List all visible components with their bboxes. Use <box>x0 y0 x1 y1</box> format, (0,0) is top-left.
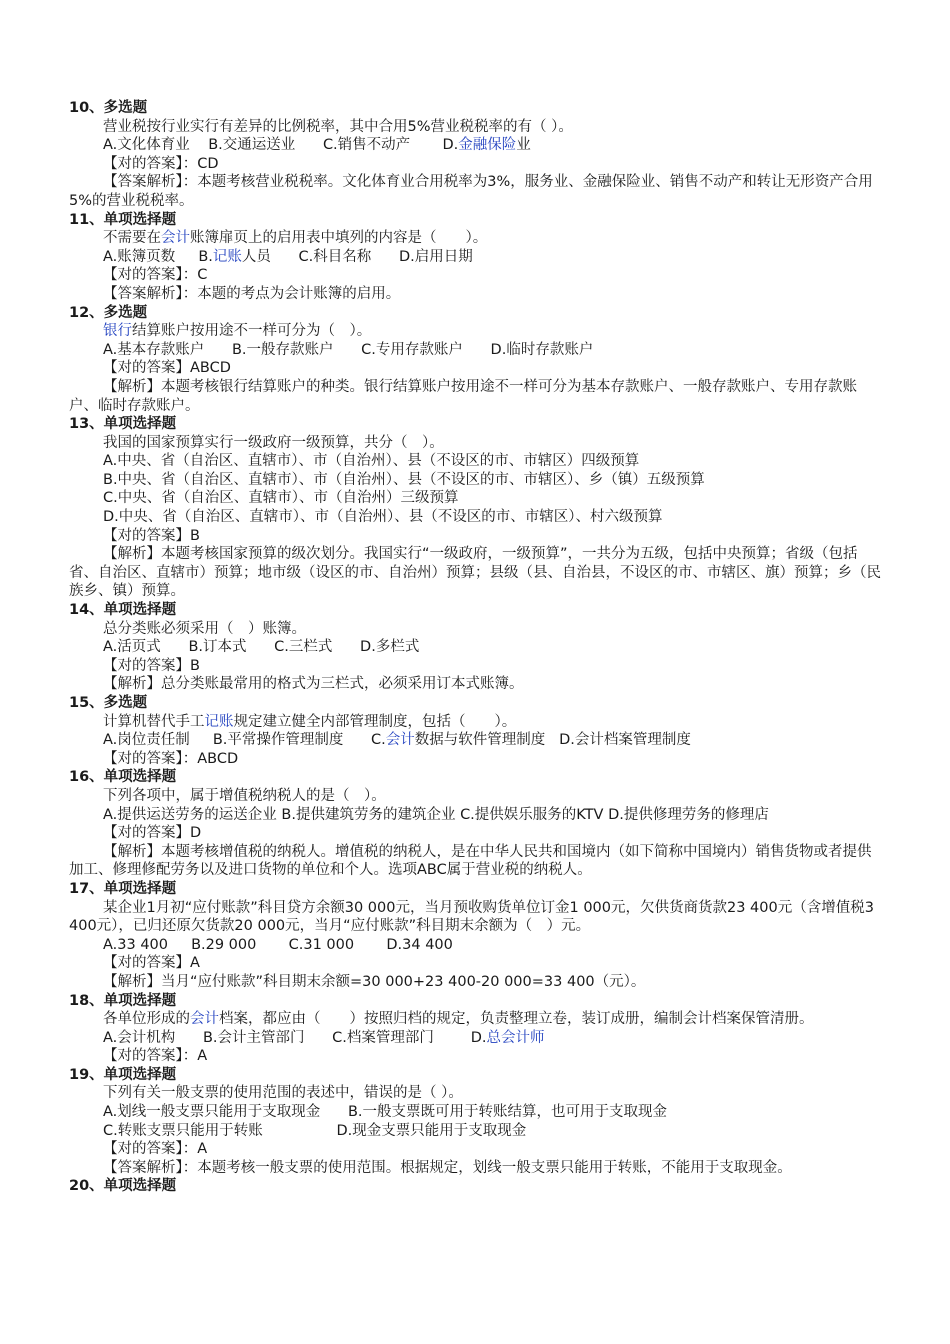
options-row <box>69 1103 884 1122</box>
option: B.一般支票既可用于转账结算，也可用于支取现金 <box>347 1104 667 1121</box>
answer: 【对的答案】：CD <box>103 155 219 172</box>
answer: 【对的答案】B <box>103 657 200 674</box>
question-stem: 营业税按行业实行有差异的比例税率，其中合用5%营业税税率的有（ ）。 <box>103 118 573 135</box>
option: A.岗位责任制 <box>103 732 190 749</box>
question-block <box>69 211 884 304</box>
answer: 【对的答案】D <box>103 825 202 842</box>
explanation: 【答案解析】：本题考核一般支票的使用范围。根据规定，划线一般支票只能用于转账，不能用于支取现金。 <box>103 1159 792 1176</box>
question-stem: 计算机替代手工记账规定建立健全内部管理制度，包括（ ）。 <box>103 713 517 730</box>
question-stem: 总分类账必须采用（ ）账簿。 <box>103 620 306 637</box>
question-block <box>69 880 884 992</box>
document-page <box>69 99 884 1196</box>
keyword-link[interactable]: 记账 <box>212 248 242 265</box>
answer: 【对的答案】B <box>103 527 200 544</box>
keyword-link[interactable]: 记账 <box>204 713 234 730</box>
options-row <box>69 1122 884 1141</box>
option: D.提供修理劳务的修理店 <box>608 806 769 823</box>
option: B. <box>198 248 213 265</box>
options-row <box>69 1029 884 1048</box>
question-block <box>69 415 884 601</box>
option: D.34 400 <box>386 936 453 953</box>
question-stem: 各单位形成的会计档案，都应由（ ）按照归档的规定，负责整理立卷，装订成册，编制会计档案保管清册。 <box>103 1011 814 1028</box>
option: A.33 400 <box>103 936 169 953</box>
keyword-link[interactable]: 会计 <box>385 732 415 749</box>
option: D.临时存款账户 <box>490 341 594 358</box>
explanation: 【答案解析】：本题的考点为会计账簿的启用。 <box>103 285 401 302</box>
question-header: 19、单项选择题 <box>69 1066 177 1083</box>
option: D. <box>470 1029 487 1046</box>
option: B.29 000 <box>191 936 257 953</box>
answer: 【对的答案】：ABCD <box>103 750 239 767</box>
option: A.中央、省（自治区、直辖市）、市（自治州）、县（不设区的市、市辖区）四级预算 <box>103 453 640 470</box>
answer: 【对的答案】ABCD <box>103 360 231 377</box>
explanation: 【答案解析】：本题考核营业税税率。文化体育业合用税率为3%，服务业、金融保险业、销售不动产和转让无形资产合用5%的营业税税率。 <box>69 174 873 209</box>
explanation: 【解析】本题考核银行结算账户的种类。银行结算账户按用途不一样可分为基本存款账户、一般存款账户、专用存款账户、临时存款账户。 <box>69 378 857 414</box>
option: C.31 000 <box>288 936 355 953</box>
question-stem: 银行结算账户按用途不一样可分为（ ）。 <box>103 323 372 340</box>
option: A.文化体育业 <box>103 137 190 154</box>
question-block <box>69 1066 884 1178</box>
question-block <box>69 601 884 694</box>
question-stem: 下列有关一般支票的使用范围的表述中，错误的是（ ）。 <box>103 1085 463 1102</box>
explanation: 【解析】当月“应付账款”科目期末余额=30 000+23 400-20 000=33 400（元）。 <box>103 973 646 990</box>
option: C.档案管理部门 <box>332 1029 434 1046</box>
question-stem: 某企业1月初“应付账款”科目贷方余额30 000元，当月预收购货单位订金1 000元，欠供货商货款23 400元（含增值税3 400元），已归还原欠货款20 000元，当月“应付账款”科目期末余额为（ ）元。 <box>69 899 874 935</box>
keyword-link[interactable]: 银行 <box>103 323 132 340</box>
option: C.销售不动产 <box>322 137 411 154</box>
question-header: 14、单项选择题 <box>69 602 177 619</box>
option: C.专用存款账户 <box>361 341 463 358</box>
option: B.平常操作管理制度 <box>212 732 344 749</box>
question-header: 18、单项选择题 <box>69 992 177 1009</box>
option: C.科目名称 <box>298 248 372 265</box>
keyword-link[interactable]: 会计 <box>161 230 190 247</box>
explanation: 【解析】总分类账最常用的格式为三栏式，必须采用订本式账簿。 <box>103 676 524 693</box>
option: A.划线一般支票只能用于支取现金 <box>103 1104 321 1121</box>
question-stem: 不需要在会计账簿扉页上的启用表中填列的内容是（ ）。 <box>103 230 488 247</box>
options-row <box>69 806 884 825</box>
question-block <box>69 992 884 1066</box>
question-header: 10、多选题 <box>69 100 148 116</box>
option: A.账簿页数 <box>103 248 176 265</box>
question-header: 15、多选题 <box>69 695 148 711</box>
question-block <box>69 99 884 211</box>
option: A.活页式 <box>103 639 161 656</box>
explanation: 【解析】本题考核国家预算的级次划分。我国实行“一级政府，一级预算”，一共分为五级，包括中央预算；省级（包括省、自治区、直辖市）预算；地市级（设区的市、自治州）预算；县级（县、自治县，不设区的市、市辖区、旗）预算；乡（民族乡、镇）预算。 <box>69 546 881 600</box>
question-block <box>69 694 884 768</box>
answer: 【对的答案】：A <box>103 1048 208 1065</box>
option: C.转账支票只能用于转账 <box>103 1122 263 1139</box>
keyword-link[interactable]: 金融保险 <box>458 137 517 154</box>
question-header: 17、单项选择题 <box>69 880 177 897</box>
option: D.会计档案管理制度 <box>559 732 691 749</box>
options-row: A.岗位责任制 B.平常操作管理制度 C.会计数据与软件管理制度 D.会计档案管理制度 <box>103 732 691 749</box>
option: C.中央、省（自治区、直辖市）、市（自治州）三级预算 <box>103 490 459 507</box>
option: D.中央、省（自治区、直辖市）、市（自治州）、县（不设区的市、市辖区）、村六级预算 <box>103 509 663 526</box>
option: C.三栏式 <box>274 639 333 656</box>
option: A.基本存款账户 <box>103 341 205 358</box>
options-row <box>69 638 884 657</box>
question-header: 12、多选题 <box>69 304 148 321</box>
answer: 【对的答案】：C <box>103 267 208 284</box>
option: B.订本式 <box>188 639 247 656</box>
answer: 【对的答案】A <box>103 955 200 972</box>
option: B.中央、省（自治区、直辖市）、市（自治州）、县（不设区的市、市辖区）、乡（镇）五级预算 <box>103 471 705 488</box>
question-header: 11、单项选择题 <box>69 211 177 228</box>
option: A.提供运送劳务的运送企业 <box>103 806 277 823</box>
question-block <box>69 768 884 880</box>
options-row: A.账簿页数 B.记账人员 C.科目名称 D.启用日期 <box>103 248 473 265</box>
option: D. <box>442 137 459 154</box>
keyword-link[interactable]: 总会计师 <box>486 1029 545 1046</box>
question-block <box>69 304 884 416</box>
option: B.一般存款账户 <box>231 341 334 358</box>
question-stem: 我国的国家预算实行一级政府一级预算，共分（ ）。 <box>103 434 444 451</box>
explanation: 【解析】本题考核增值税的纳税人。增值税的纳税人，是在中华人民共和国境内（如下简称中国境内）销售货物或者提供加工、修理修配劳务以及进口货物的单位和个人。选项ABC属于营业税的纳税人。 <box>69 843 872 879</box>
options-row <box>69 936 884 955</box>
keyword-link[interactable]: 会计 <box>190 1011 219 1028</box>
question-stem: 下列各项中，属于增值税纳税人的是（ ）。 <box>103 787 386 804</box>
option: C. <box>371 732 386 749</box>
option: B.交通运送业 <box>208 137 296 154</box>
answer: 【对的答案】：A <box>103 1141 208 1158</box>
option: D.现金支票只能用于支取现金 <box>336 1122 527 1139</box>
options-row: A.文化体育业 B.交通运送业 C.销售不动产 D.金融保险业 <box>103 137 531 154</box>
question-block <box>69 1177 884 1196</box>
options-row <box>69 341 884 360</box>
option: C.提供娱乐服务的KTV <box>460 806 604 823</box>
option: A.会计机构 <box>103 1029 176 1046</box>
question-header: 13、单项选择题 <box>69 416 177 433</box>
option: B.提供建筑劳务的建筑企业 <box>281 806 456 823</box>
option: B.会计主管部门 <box>202 1029 305 1046</box>
question-header: 20、单项选择题 <box>69 1178 177 1195</box>
question-header: 16、单项选择题 <box>69 769 177 786</box>
option: D.多栏式 <box>360 639 420 656</box>
option: D.启用日期 <box>398 248 473 265</box>
